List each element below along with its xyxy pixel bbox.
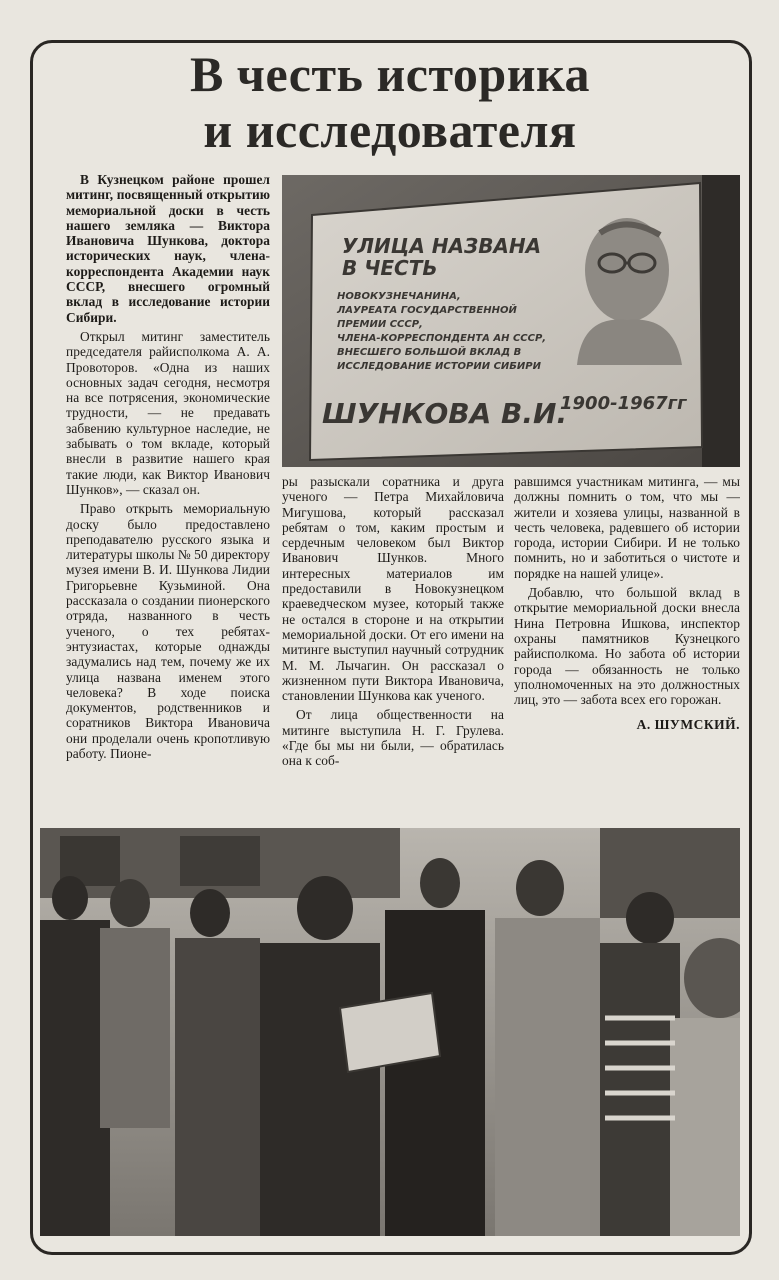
- article-headline: [60, 46, 720, 158]
- text-column-3: [514, 474, 740, 733]
- paragraph-opening-speech: Открыл митинг заместитель председателя райисполкома А. А. Провоторов. «Одна из наших основных задач сегодня, несмотря на все потрясения, экономические трудности, — не предавать забвению культурное наследие, не забывать о том вкладе, который внесли в развитие нашего края такие люди, как Виктор Иванович Шунков», — сказал он.: [66, 328, 270, 497]
- plaque-line-1: УЛИЦА НАЗВАНА: [342, 234, 542, 258]
- headline-line-2: и исследователя: [203, 102, 577, 158]
- plaque-line-6: ЧЛЕНА-КОРРЕСПОНДЕНТА АН СССР,: [337, 333, 547, 344]
- paragraph-unveiling: Право открыть мемориальную доску было предоставлено преподавателю русского языка и литературы школы № 50 директору музея имени В. И. Шункова Лидии Григорьевне Кузьминой. Она рассказала о создании пионерского отряда, названного в честь ученого, о тех ребятах-энтузиастах, которые однажды задумались над тем, почему же их улица названа именем этого человека? В ходе поиска документов, родственников и соратников Виктора Ивановича они проделали очень кропотливую работу. Пионе-: [66, 501, 270, 761]
- plaque-line-4: ЛАУРЕАТА ГОСУДАРСТВЕННОЙ: [337, 305, 517, 316]
- text-column-1: [66, 172, 270, 761]
- paragraph-contribution: Добавлю, что большой вклад в открытие мемориальной доски внесла Нина Петровна Ишкова, инспектор охраны памятников Кузнецкого райисполкома. Но забота об истории города — обязанность не только уполномоченных на это должностных лиц, это — забота всех его горожан.: [514, 585, 740, 708]
- plaque-name: ШУНКОВА В.И.: [322, 397, 568, 430]
- plaque-years: 1900-1967гг: [560, 393, 687, 414]
- paragraph-residents: равшимся участникам митинга, — мы должны помнить о том, что мы — жители и хозяева улицы, названной в честь человека, радевшего об истории города, истории Сибири. И не только помнить, но и заботиться о чистоте и порядке на нашей улице».: [514, 474, 740, 581]
- headline-line-1: В честь историка: [189, 46, 591, 102]
- paragraph-pioneers: ры разыскали соратника и друга ученого — Петра Михайловича Мигушова, который рассказал ребятам о том, каким простым и сердечным человеком был Виктор Иванович Шунков. Много интересных материалов им предоставили в Новокузнецком краеведческом музее, который также не остался в стороне и на открытии мемориальной доски. От его имени на митинге выступил научный сотрудник М. М. Лычагин. Он рассказал о жизненном пути Виктора Ивановича, становлении Шункова как ученого.: [282, 474, 504, 704]
- plaque-line-3: НОВОКУЗНЕЧАНИНА,: [337, 291, 461, 302]
- lead-paragraph: В Кузнецком районе прошел митинг, посвященный открытию мемориальной доски в честь нашего земляка — Виктора Ивановича Шункова, доктора исторических наук, члена-корреспондента Академии наук СССР, внесшего огромный вклад в исследование истории Сибири.: [66, 172, 270, 325]
- text-column-2: [282, 474, 504, 769]
- rally-photo-image: [40, 828, 740, 1236]
- plaque-photo-image: [282, 175, 740, 467]
- plaque-photo: [282, 175, 740, 467]
- plaque-line-5: ПРЕМИИ СССР,: [337, 319, 423, 330]
- plaque-line-8: ИССЛЕДОВАНИЕ ИСТОРИИ СИБИРИ: [337, 361, 541, 372]
- paragraph-public: От лица общественности на митинге выступила Н. Г. Грулева. «Где бы мы ни были, — обратилась она к соб-: [282, 707, 504, 769]
- plaque-line-2: В ЧЕСТЬ: [342, 256, 438, 280]
- rally-photo: [40, 828, 740, 1236]
- author-signature: А. ШУМСКИЙ.: [636, 717, 740, 733]
- plaque-line-7: ВНЕСШЕГО БОЛЬШОЙ ВКЛАД В: [337, 347, 522, 358]
